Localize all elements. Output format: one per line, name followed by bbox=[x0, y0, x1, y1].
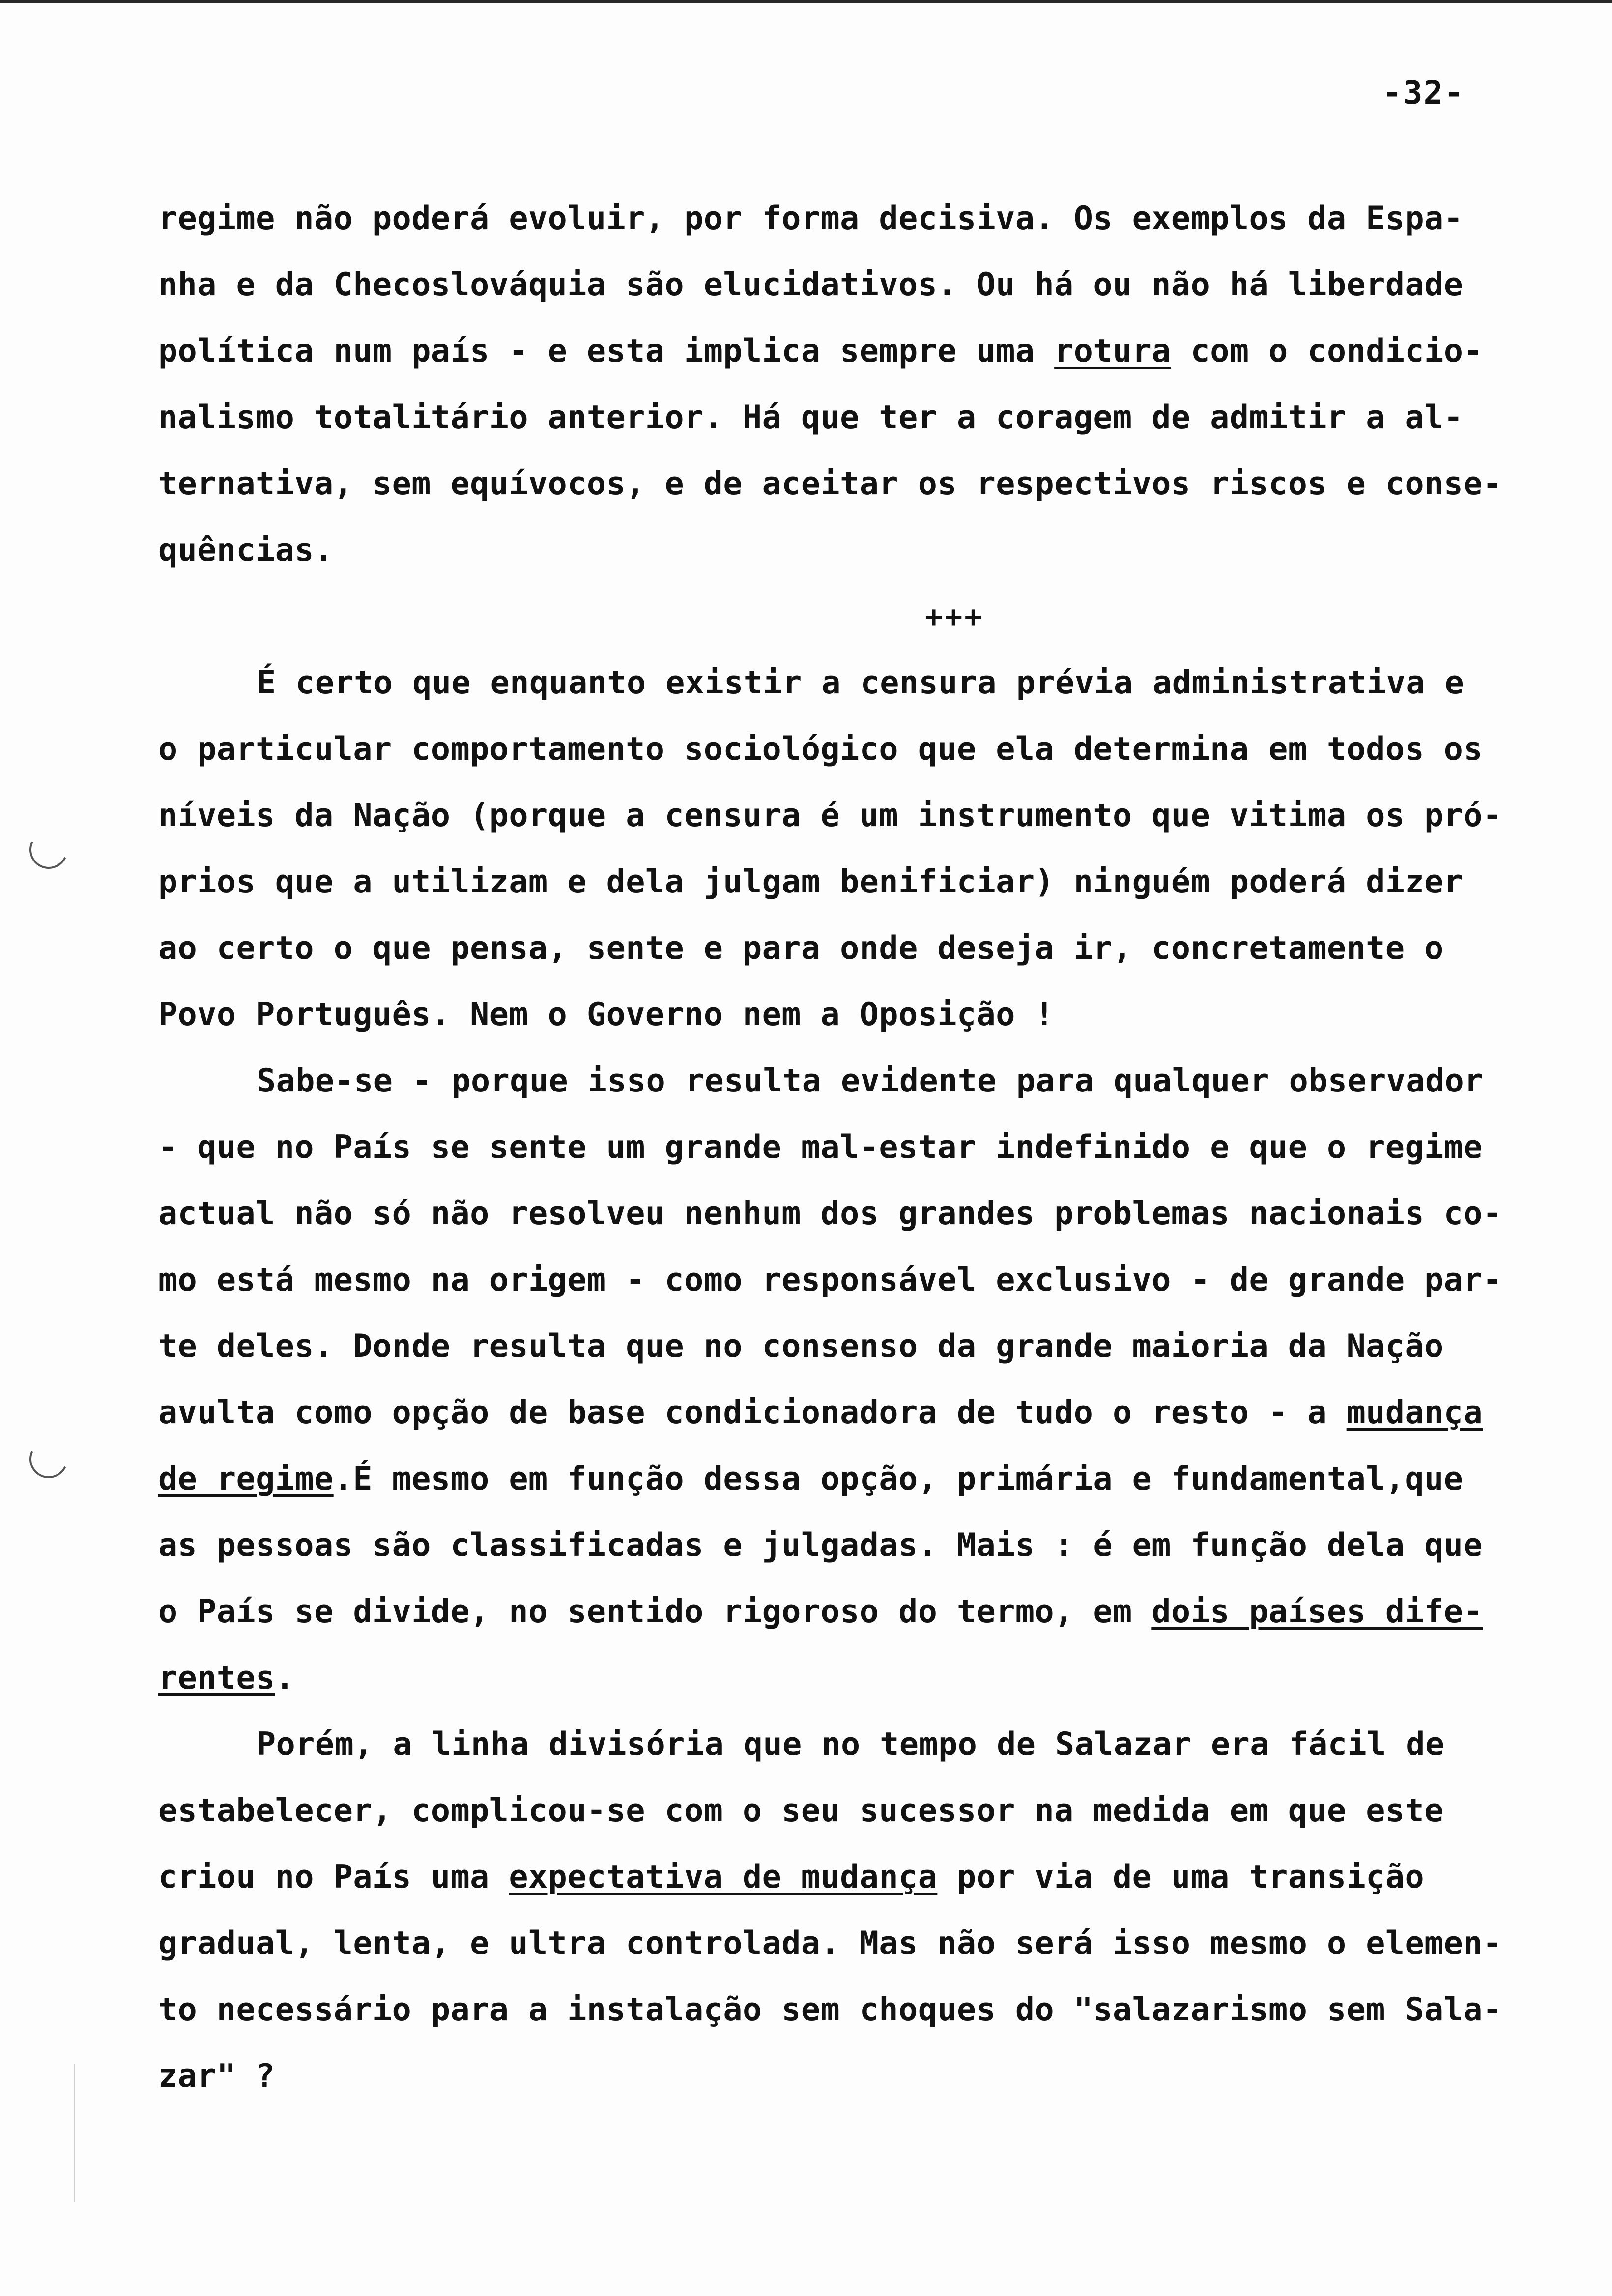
section-separator: +++ bbox=[925, 600, 984, 634]
punch-hole-mark bbox=[24, 825, 73, 874]
text-line: zar" ? bbox=[158, 2058, 275, 2095]
underlined-text: rentes bbox=[158, 1660, 275, 1696]
text-line: ao certo o que pensa, sente e para onde deseja ir, concretamente o bbox=[158, 930, 1444, 967]
text-line: criou no País uma expectativa de mudança por via de uma transição bbox=[158, 1859, 1425, 1895]
text-line: te deles. Donde resulta que no consenso da grande maioria da Nação bbox=[158, 1328, 1444, 1365]
text-line: o particular comportamento sociológico que ela determina em todos os bbox=[158, 731, 1483, 768]
page-number: -32- bbox=[1382, 74, 1465, 112]
text-line: o País se divide, no sentido rigoroso do termo, em dois países dife- bbox=[158, 1593, 1483, 1630]
text-line: gradual, lenta, e ultra controlada. Mas não será isso mesmo o elemen- bbox=[158, 1925, 1502, 1962]
underlined-text: de regime bbox=[158, 1461, 334, 1497]
text-line: avulta como opção de base condicionadora de tudo o resto - a mudança bbox=[158, 1394, 1483, 1431]
text-line: Povo Português. Nem o Governo nem a Oposição ! bbox=[158, 996, 1055, 1033]
text-line: Porém, a linha divisória que no tempo de Salazar era fácil de bbox=[257, 1726, 1445, 1763]
text-line: nalismo totalitário anterior. Há que ter a coragem de admitir a al- bbox=[158, 399, 1464, 436]
text-line: de regime.É mesmo em função dessa opção, primária e fundamental,que bbox=[158, 1461, 1464, 1497]
margin-line bbox=[74, 2064, 75, 2202]
text-line: actual não só não resolveu nenhum dos grandes problemas nacionais co- bbox=[158, 1195, 1502, 1232]
underlined-text: expectativa de mudança bbox=[509, 1859, 938, 1895]
text-line: rentes. bbox=[158, 1660, 295, 1696]
underlined-text: rotura bbox=[1054, 333, 1171, 370]
text-line: nha e da Checoslováquia são elucidativos. Ou há ou não há liberdade bbox=[158, 266, 1464, 303]
text-line: to necessário para a instalação sem choques do "salazarismo sem Sala- bbox=[158, 1991, 1502, 2028]
text-line: Sabe-se - porque isso resulta evidente para qualquer observador bbox=[257, 1062, 1484, 1099]
text-line: níveis da Nação (porque a censura é um instrumento que vitima os pró- bbox=[158, 797, 1502, 834]
text-line: ternativa, sem equívocos, e de aceitar os respectivos riscos e conse- bbox=[158, 465, 1502, 502]
scan-top-edge bbox=[0, 0, 1612, 3]
punch-hole-mark bbox=[24, 1435, 73, 1484]
text-line: estabelecer, complicou-se com o seu sucessor na medida em que este bbox=[158, 1792, 1444, 1829]
text-line: - que no País se sente um grande mal-estar indefinido e que o regime bbox=[158, 1129, 1483, 1166]
text-line: regime não poderá evoluir, por forma decisiva. Os exemplos da Espa- bbox=[158, 200, 1464, 237]
text-line: política num país - e esta implica sempre uma rotura com o condicio- bbox=[158, 333, 1483, 370]
text-line: mo está mesmo na origem - como responsável exclusivo - de grande par- bbox=[158, 1262, 1502, 1298]
text-line: prios que a utilizam e dela julgam benificiar) ninguém poderá dizer bbox=[158, 863, 1464, 900]
text-line: as pessoas são classificadas e julgadas. Mais : é em função dela que bbox=[158, 1527, 1483, 1564]
text-line: É certo que enquanto existir a censura prévia administrativa e bbox=[257, 664, 1465, 701]
text-line: quências. bbox=[158, 532, 334, 569]
underlined-text: mudança bbox=[1346, 1394, 1483, 1431]
underlined-text: dois países dife- bbox=[1151, 1593, 1483, 1630]
